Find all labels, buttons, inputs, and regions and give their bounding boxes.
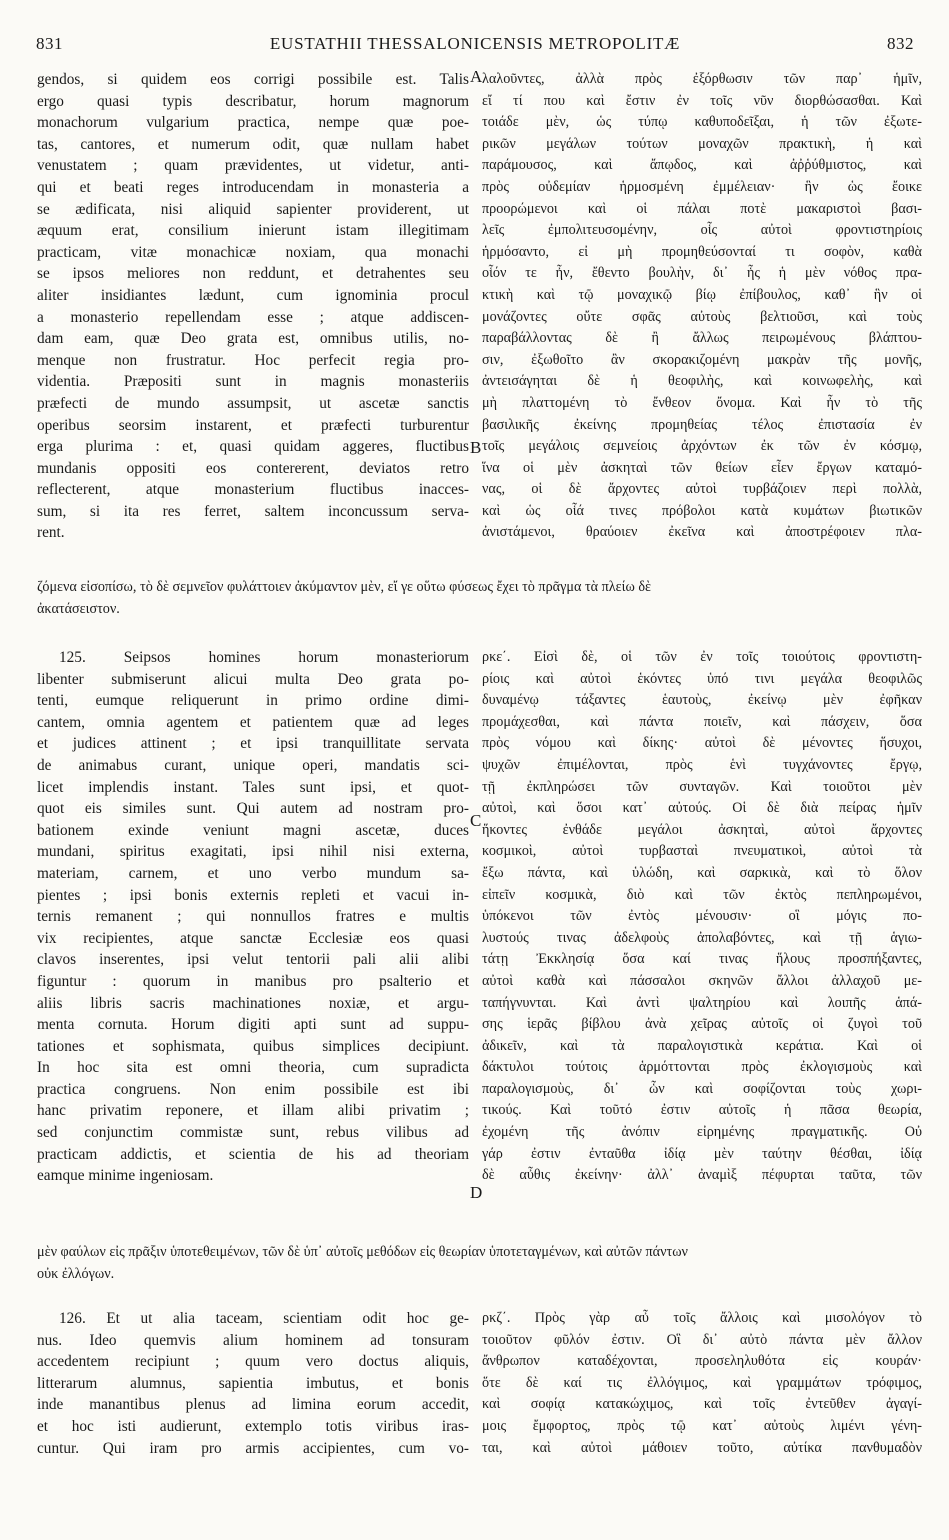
text-line: ἄνθρωπον καταδέχονται, προσεληλυθότα εἰς κουράν· xyxy=(482,1353,922,1370)
text-line: ἥκοντες ἐνθάδε μεγάλοι ἀσκηταὶ, αὐτοὶ ἄρχοντες xyxy=(482,821,922,838)
text-line: vix recipientes, atque sanctæ Ecclesiæ eos quasi xyxy=(37,929,469,947)
text-line: ἀντεισάγηται δὲ ἡ θεοφιλὴς, καὶ κοινωφελὴς, καὶ xyxy=(482,373,922,390)
text-line: ἡρμόσαντο, εἰ μὴ προμηθεύσονταί τι σοφὸν, καθὰ xyxy=(482,243,922,260)
text-line: tationes et sophismata, quibus simplices decipiunt. xyxy=(37,1037,469,1055)
text-line: ἵνα οἱ μὲν ἀσκηταὶ τῶν θείων εἶεν ἔργων καταμό- xyxy=(482,459,922,476)
text-line: ὅτε δὲ καί τις ἐλλόγιμος, καὶ γραμμάτων τρόφιμος, xyxy=(482,1374,922,1391)
text-line: αὐτοὶ, καὶ ὅσοι κατ᾽ αὐτούς. Οἱ δὲ διὰ πείρας ἡμῖν xyxy=(482,800,922,817)
text-line: quot eis similes sunt. Qui autem ad nostram pro- xyxy=(37,800,469,818)
text-line: ὑπόκενοι τῶν ἐντὸς μένουσιν· οἳ μόγις πο- xyxy=(482,908,922,925)
text-line: æquum erat, consilium inierunt istam illegitimam xyxy=(37,222,469,240)
text-line: mundani, spiritus exagitati, ipsi nihil nisi externa, xyxy=(37,843,469,861)
text-line: νας, οἱ δὲ ἄρχοντες αὐτοὶ τυρβάζοιεν περὶ πολλὰ, xyxy=(482,481,922,498)
text-line: aliter insidiantes lædunt, cum ignominia procul xyxy=(37,286,469,304)
text-line: licet implendis instant. Tales sunt ipsi, et quot- xyxy=(37,778,469,796)
greek-continuation-section1 xyxy=(37,577,922,620)
text-line: κοσμικοὶ, αὐτοὶ τυρβασταὶ πνευματικοὶ, αὐτοὶ τὰ xyxy=(482,843,922,860)
text-line: τικούς. Καὶ τοῦτό ἐστιν αὐτοῖς ἡ πᾶσα θεωρία, xyxy=(482,1102,922,1119)
text-line: γάρ ἐστιν ἐνταῦθα ἰδίᾳ μὲν ταύτην θέσθαι, ἰδίᾳ xyxy=(482,1145,922,1162)
text-line: practica congruens. Non enim possibile est ibi xyxy=(37,1080,469,1098)
text-line: a monasterio repellendam esse ; atque addiscen- xyxy=(37,308,469,326)
text-line: τάτῃ Ἐκκλησίᾳ ὅσα καί τινας ἥλους προσπήξαντες, xyxy=(482,951,922,968)
text-line: λυστούς τινας ἀδελφοὺς ἀπολαβόντες, καὶ τῇ ἁγιω- xyxy=(482,929,922,946)
text-line: μὴ πλαττομένη τὸ ἔνθεον ὄνομα. Καὶ ἦν τὸ τῆς xyxy=(482,394,922,411)
text-line: τοῖς μεγάλοις σεμνείοις ἀρχόντων ἐκ τῶν ἐν κόσμῳ, xyxy=(482,438,922,455)
text-line: τοιάδε μὲν, ὡς τύπῳ καθυποδεῖξαι, ἡ τῶν ἐξωτε- xyxy=(482,114,922,131)
text-line: eamque minime ingeniosam. xyxy=(37,1167,214,1185)
text-line: τοιοῦτον φῦλόν ἐστιν. Οἳ δι᾽ αὐτὸ πάντα μὲν ἄλλον xyxy=(482,1331,922,1348)
text-line: aliis libris sacris machinationes noxiæ, et argu- xyxy=(37,994,469,1012)
text-line: ζόμενα εἰσοπίσω, τὸ δὲ σεμνεῖον φυλάττοιεν ἀκύμαντον μὲν, εἴ γε οὕτω φύσεως ἔχει τὸ πρᾶγμα τὰ πλείω δὲ xyxy=(37,579,651,595)
text-line: practicam addictis, et scientia de his ad theoriam xyxy=(37,1145,469,1163)
text-line: et judices attinent ; et ipsi tranquillitate servata xyxy=(37,735,469,753)
text-line: αὐτοὶ καθὰ καὶ πάσσαλοι σκηνῶν ἄλλοι ἀλλαχοῦ με- xyxy=(482,972,922,989)
text-line: tenti, eumque reliquerunt in primo ordine dimi- xyxy=(37,692,469,710)
text-line: σης ἱερᾶς βίβλου ἀνὰ χεῖρας αὐτοῖς οἱ ζυγοὶ τοῦ xyxy=(482,1016,922,1033)
text-line: præfecti de mundo assumpsit, ut ascetæ sanctis xyxy=(37,394,469,412)
text-line: 126. Et ut alia taceam, scientiam odit hoc ge- xyxy=(59,1310,469,1327)
text-line: accedentem recipiunt ; quum vero doctus aliquis, xyxy=(37,1353,469,1371)
text-line: de animabus curant, unique operi, mandatis sci- xyxy=(37,756,469,774)
text-line: materiam, carnem, et uno verbo mundum sa- xyxy=(37,864,469,882)
page-number-left: 831 xyxy=(36,34,63,53)
text-line: 125. Seipsos homines horum monasteriorum xyxy=(59,649,469,666)
greek-column-section3 xyxy=(482,1308,922,1459)
text-line: se ædificata, nisi aliquid sapienter providerent, ut xyxy=(37,200,469,218)
text-line: εἰπεῖν κοσμικὰ, διὸ καὶ τῶν ἐκτὸς πεπληρωμένοι, xyxy=(482,886,922,903)
text-line: In hoc sita est omni theoria, cum supradicta xyxy=(37,1059,469,1077)
text-line: ταπήγνυνται. Καὶ ἀντὶ ψαλτηρίου καὶ λοιπῆς ἁπά- xyxy=(482,994,922,1011)
margin-marker-b: B xyxy=(470,438,482,457)
text-line: καὶ σοφίᾳ κατακώχιμος, καὶ τοῖς ἐντεῦθεν ἀγαγί- xyxy=(482,1396,922,1413)
page-header xyxy=(36,34,914,58)
text-line: ψυχῶν ἐπιμέλονται, πρὸς ἑνὶ τυγχάνοντες ἔργῳ, xyxy=(482,756,922,773)
text-line: παραβάλλοντας δὲ ἢ ἄλλως πειρωμένους βλάπτου- xyxy=(482,330,922,347)
text-line: μοις ἔμφορτος, πρὸς τῷ κατ᾽ αὐτοὺς λιμένι γένη- xyxy=(482,1417,922,1434)
text-line: bationem exinde veniunt magni ascetæ, duces xyxy=(37,821,469,839)
text-line: σιν, ἐξωθοῖτο ἂν σκορακιζομένη μακρὰν τῆς μονῆς, xyxy=(482,351,922,368)
text-line: δυναμένῳ τάξαντες ἑαυτοὺς, ἐκείνῳ μὲν ἐφῆκαν xyxy=(482,692,922,709)
latin-column-section1 xyxy=(37,69,469,544)
text-line: παράμουσος, καὶ ἄπῳδος, καὶ ἀῤῥύθμιστος, καὶ xyxy=(482,157,922,174)
text-line: videntia. Præpositi sunt in magnis monasteriis xyxy=(37,373,469,391)
text-line: venustatem ; quam prævidentes, ut videtur, anti- xyxy=(37,157,469,175)
text-line: dam eam, quæ Deo grata est, omnibus utilis, no- xyxy=(37,330,469,348)
text-line: εἴ τί που καὶ ἔστιν ἐν τοῖς νῦν διορθώσασθαι. Καὶ xyxy=(482,92,922,109)
text-line: ergo quasi typis describatur, horum magnorum xyxy=(37,92,469,110)
text-line: πρὸς οὐδεμίαν ἡρμοσμένη ἐμμέλειαν· ἣν ὡς ἔοικε xyxy=(482,178,922,195)
text-line: ἀδικεῖν, καὶ τὰ παραλογιστικὰ κεράτια. Καὶ οἱ xyxy=(482,1037,922,1054)
margin-marker-d: D xyxy=(470,1183,483,1202)
latin-column-section3 xyxy=(37,1308,469,1459)
margin-marker-a: A xyxy=(470,67,483,86)
text-line: ρκζ΄. Πρὸς γὰρ αὖ τοῖς ἄλλοις καὶ μισολόγον τὸ xyxy=(482,1310,922,1326)
text-line: ternis remanent ; qui nonnullos fratres e multis xyxy=(37,908,469,926)
text-line: menque non frustratur. Hoc perfecit regia pro- xyxy=(37,351,469,369)
text-line: sum, si ita res ferret, saltem inconcussum serva- xyxy=(37,502,469,520)
text-line: ρίοις καὶ αὐτοὶ ἑκόντες ὑπό τινι μεγάλα θεοφιλῶς xyxy=(482,670,922,687)
text-line: libenter submiserunt alicui multa Deo grata po- xyxy=(37,670,469,688)
text-line: ρκε΄. Εἰσὶ δὲ, οἱ τῶν ἐν τοῖς τοιούτοις φροντιστη- xyxy=(482,649,922,665)
text-line: προορώμενοι καὶ οἱ πάλαι ποτὲ μακαριστοὶ βασι- xyxy=(482,200,922,217)
text-line: hanc privatim reponere, et illam alibi privatim ; xyxy=(37,1102,469,1120)
text-line: τῇ ἐκπληρώσει τῶν συνταγῶν. Καὶ τοιοῦτοι μὲν xyxy=(482,778,922,795)
text-line: ρικῶν μεγάλων τούτων μοναχῶν πρακτικὴ, ἡ καὶ xyxy=(482,135,922,152)
text-line: λαλοῦντες, ἀλλὰ πρὸς ἐξόρθωσιν τῶν παρ᾽ ἡμῖν, xyxy=(482,71,922,87)
text-line: βασιλικῆς ἐκείνης προμηθείας τέλος ἐπιστασία ἐν xyxy=(482,416,922,433)
greek-continuation-section2 xyxy=(37,1242,922,1285)
text-line: οὐκ ἐλλόγων. xyxy=(37,1265,115,1282)
text-line: clavos inserentes, ipsi velut tentorii pali alii alibi xyxy=(37,951,469,969)
text-line: ἀνιστάμενοι, θραύοιεν ἐκεῖνα καὶ ἀποστρέφοιεν πλα- xyxy=(482,524,922,541)
text-line: cantem, omnia agentem et patientem quæ ad leges xyxy=(37,713,469,731)
text-line: μονάζοντες οὔτε σφᾶς αὐτοὺς βελτιοῦσι, καὶ τοὺς xyxy=(482,308,922,325)
text-line: nus. Ideo quemvis alium hominem ad tonsuram xyxy=(37,1331,469,1349)
text-line: qui et beati reges introducendam in monasteria a xyxy=(37,178,469,196)
text-line: se ipsos meliores non reddunt, et detrahentes seu xyxy=(37,265,469,283)
text-line: litterarum alumnus, sapientia imbutus, et bonis xyxy=(37,1374,469,1392)
text-line: gendos, si quidem eos corrigi possibile est. Talis xyxy=(37,71,469,88)
latin-column-section2 xyxy=(37,647,469,1187)
text-line: ἔξω πάντα, καὶ ὑλώδη, καὶ σαρκικὰ, καὶ τὸ ὅλον xyxy=(482,864,922,881)
running-title: EUSTATHII THESSALONICENSIS METROPOLITÆ xyxy=(269,34,681,53)
text-line: operibus seorsim instarent, et præfecti turburentur xyxy=(37,416,469,434)
page-number-right: 832 xyxy=(887,34,914,53)
text-line: monachorum vulgarium practica, nempe quæ poe- xyxy=(37,114,469,132)
text-line: λεῖς ἐμπολιτευσομένην, οἷς αὐτοὶ φροντιστηρίοις xyxy=(482,222,922,239)
text-line: προμάχεσθαι, καὶ πάντα ποιεῖν, καὶ πάσχειν, ὅσα xyxy=(482,713,922,730)
text-line: mundanis oppositi eos contererent, deviatos retro xyxy=(37,459,469,477)
text-line: οἷόν τε ἦν, ἔθεντο βουλὴν, δι᾽ ἧς ἡ μὲν νόθος πρα- xyxy=(482,265,922,282)
text-line: cuntur. Qui iram pro armis accipientes, cum vo- xyxy=(37,1439,469,1457)
text-line: μὲν φαύλων εἰς πρᾶξιν ὑποτεθειμένων, τῶν δὲ ὑπ᾽ αὐτοῖς μεθόδων εἰς θεωρίαν ὑποτεταγμένων, καὶ αὐτῶν πάντων xyxy=(37,1244,688,1260)
text-line: reflecterent, atque monasterium fluctibus inacces- xyxy=(37,481,469,499)
text-line: ται, καὶ αὐτοὶ μάθοιεν τοῦτο, αὐτίκα πανθυμαδὸν xyxy=(482,1439,922,1456)
text-line: sed conjunctim commistæ sunt, rebus vilibus ad xyxy=(37,1124,469,1142)
text-line: ἐχομένη τῆς ἀνόπιν εἰρημένης πραγματικῆς. Οὐ xyxy=(482,1124,922,1141)
text-line: πρὸς νόμου καὶ δίκης· αὐτοὶ δὲ μένοντες ἥσυχοι, xyxy=(482,735,922,752)
text-line: δάκτυλοι τούτοις ἁρμόττονται πρὸς ἐκλογισμοὺς καὶ xyxy=(482,1059,922,1076)
text-line: κτικὴ καὶ τῷ μοναχικῷ βίῳ ἐπίβουλος, καθ᾽ ἣν οἱ xyxy=(482,286,922,303)
greek-column-section1 xyxy=(482,69,922,544)
text-line: tas, cantores, et numerum odit, quæ nullam habet xyxy=(37,135,469,153)
text-line: ἀκατάσειστον. xyxy=(37,600,120,617)
text-line: menta cornuta. Horum digiti apti sunt ad suppu- xyxy=(37,1016,469,1034)
text-line: παραλογισμοὺς, δι᾽ ὧν καὶ σοφίζονται τοὺς χωρι- xyxy=(482,1080,922,1097)
text-line: καὶ ὡς οἷά τινες πρόβολοι κατὰ κυμάτων βιωτικῶν xyxy=(482,502,922,519)
greek-column-section2 xyxy=(482,647,922,1187)
text-line: practicam, vitæ monachicæ noxiam, qua monachi xyxy=(37,243,469,261)
text-line: inde manantibus plenus ad limina eorum accedit, xyxy=(37,1396,469,1414)
text-line: figuntur : quorum in manibus pro psalterio et xyxy=(37,972,469,990)
text-line: erga plurima : et, quasi quidam aggeres, fluctibus xyxy=(37,438,469,456)
text-line: rent. xyxy=(37,524,65,542)
margin-marker-c: C xyxy=(470,811,482,830)
text-line: pientes ; ipsi bonis externis repleti et vacui in- xyxy=(37,886,469,904)
text-line: et hoc isti audierunt, extemplo totis viribus iras- xyxy=(37,1417,469,1435)
text-line: δὲ αὖθις ἐκείνην· ἀλλ᾽ ἀναμὶξ πέφυρται ταῦτα, τῶν xyxy=(482,1167,922,1184)
